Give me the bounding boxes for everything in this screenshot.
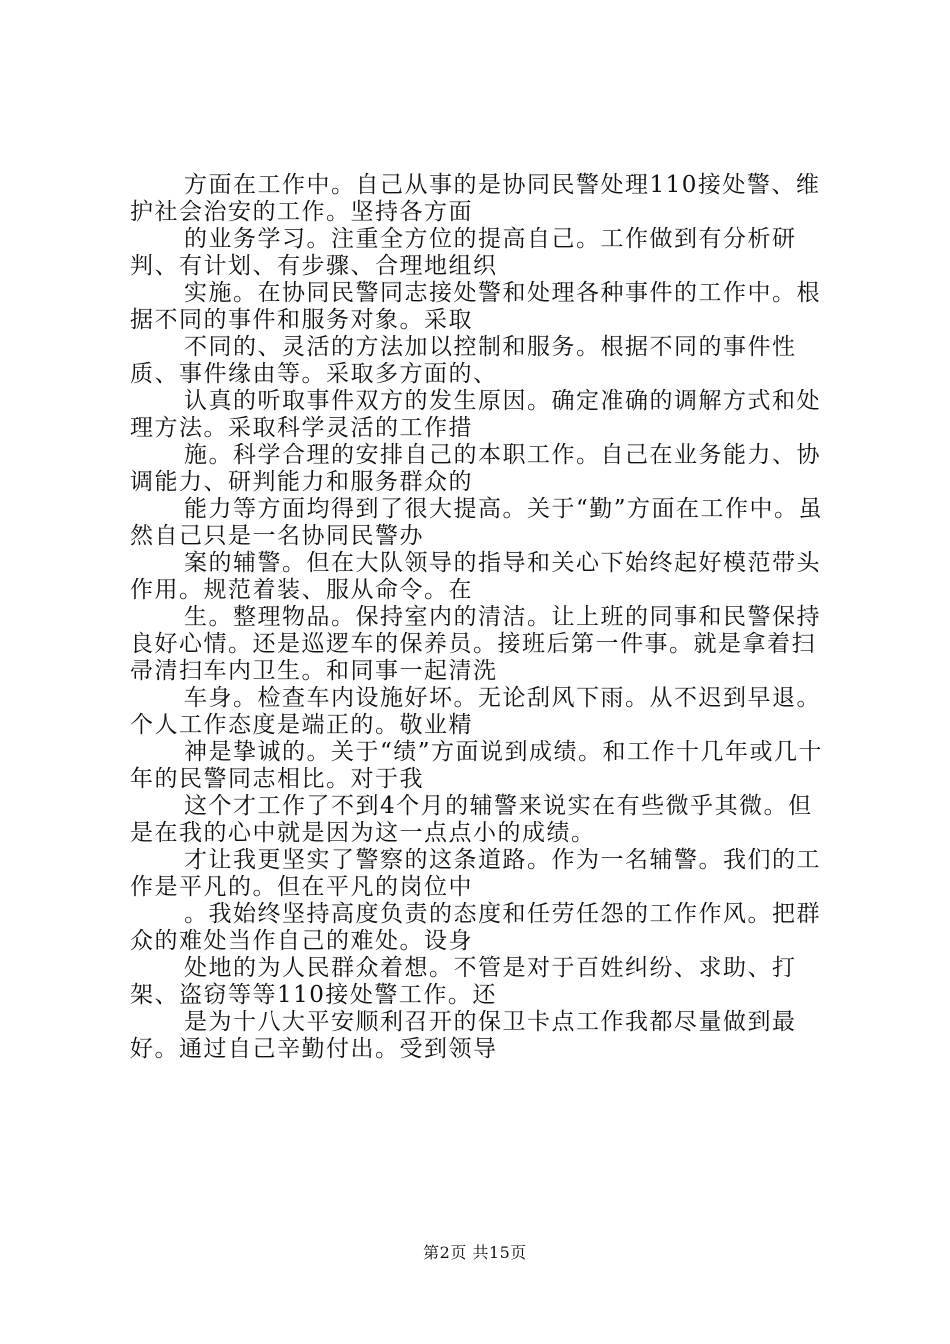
paragraph: 才让我更坚实了警察的这条道路。作为一名辅警。我们的工作是平凡的。但在平凡的岗位中 (130, 847, 821, 900)
page-number-footer: 第2页 共15页 (423, 1243, 527, 1262)
paragraph: 神是挚诚的。关于“绩”方面说到成绩。和工作十几年或几十年的民警同志相比。对于我 (130, 739, 824, 792)
paragraph: 处地的为人民群众着想。不管是对于百姓纠纷、求助、打架、盗窃等等110接处警工作。还 (130, 955, 797, 1008)
paragraph: 是为十八大平安顺利召开的保卫卡点工作我都尽量做到最好。通过自己辛勤付出。受到领导 (130, 1009, 797, 1062)
paragraph: 生。整理物品。保持室内的清洁。让上班的同事和民警保持良好心情。还是巡逻车的保养员。接班后第一件事。就是拿着扫帚清扫车内卫生。和同事一起清洗 (130, 604, 821, 684)
paragraph: 能力等方面均得到了很大提高。关于“勤”方面在工作中。虽然自己只是一名协同民警办 (130, 496, 824, 549)
paragraph: 施。科学合理的安排自己的本职工作。自己在业务能力、协调能力、研判能力和服务群众的 (130, 442, 821, 495)
paragraph: 不同的、灵活的方法加以控制和服务。根据不同的事件性质、事件缘由等。采取多方面的、 (130, 334, 797, 387)
paragraph: 方面在工作中。自己从事的是协同民警处理110接处警、维护社会治安的工作。坚持各方面 (130, 172, 821, 225)
paragraph: 。我始终坚持高度负责的态度和任劳任怨的工作作风。把群众的难处当作自己的难处。设身 (130, 901, 821, 954)
paragraph: 实施。在协同民警同志接处警和处理各种事件的工作中。根据不同的事件和服务对象。采取 (130, 280, 821, 333)
document-body (130, 172, 830, 1063)
paragraph: 这个才工作了不到4个月的辅警来说实在有些微乎其微。但是在我的心中就是因为这一点点小的成绩。 (130, 793, 813, 846)
paragraph: 车身。检查车内设施好坏。无论刮风下雨。从不迟到早退。个人工作态度是端正的。敬业精 (130, 685, 821, 738)
paragraph: 案的辅警。但在大队领导的指导和关心下始终起好模范带头作用。规范着装、服从命令。在 (130, 550, 821, 603)
paragraph: 认真的听取事件双方的发生原因。确定准确的调解方式和处理方法。采取科学灵活的工作措 (130, 388, 821, 441)
paragraph: 的业务学习。注重全方位的提高自己。工作做到有分析研判、有计划、有步骤、合理地组织 (130, 226, 797, 279)
